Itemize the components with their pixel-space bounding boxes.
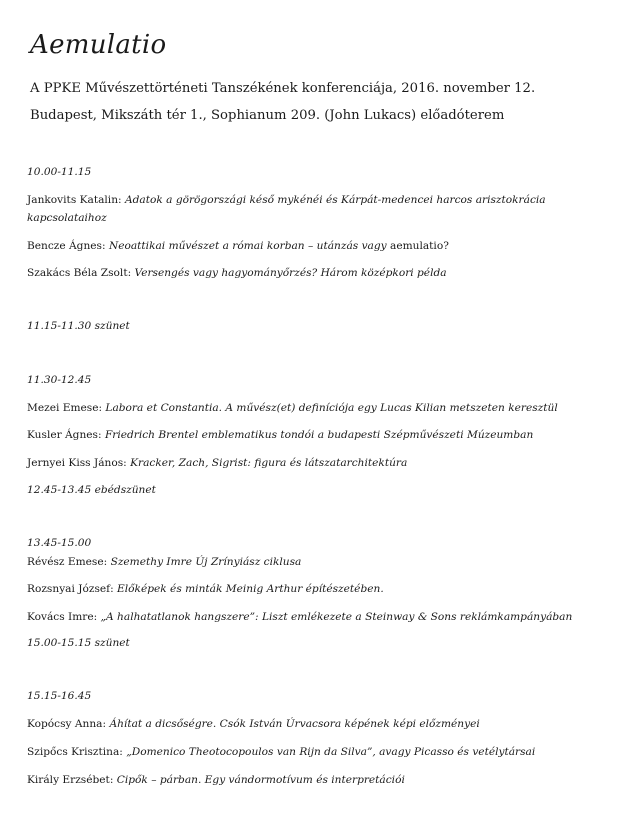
page-title: Aemulatio [30, 30, 167, 60]
talk-item [27, 771, 602, 789]
talk-item [27, 580, 602, 598]
conference-subtitle: A PPKE Művészettörténeti Tanszékének konferenciája, 2016. november 12. [30, 81, 536, 96]
talk-item [27, 715, 602, 733]
talk-speaker: Szakács Béla Zsolt: [27, 267, 135, 279]
talk-topic: Szemethy Imre Új Zrínyiász ciklusa [110, 556, 302, 568]
talk-topic: Labora et Constantia. A művész(et) definíciója egy Lucas Kilian metszeten keresztül [105, 402, 558, 414]
talk-topic: „A halhatatlanok hangszere”: Liszt emlékezete a Steinway & Sons reklámkampányában [100, 611, 573, 623]
talk-speaker: Kopócsy Anna: [27, 718, 110, 730]
talk-topic: Neoattikai művészet a római korban – utánzás vagy [108, 240, 391, 252]
venue-subtitle: Budapest, Mikszáth tér 1., Sophianum 209. (John Lukacs) előadóterem [30, 108, 505, 123]
talk-item [27, 264, 602, 282]
talk-item [27, 191, 602, 227]
break-item: 12.45-13.45 ebédszünet [27, 484, 156, 496]
talk-speaker: Szipőcs Krisztina: [27, 746, 127, 758]
talk-item [27, 399, 602, 417]
talk-speaker: Kusler Ágnes: [27, 429, 105, 441]
talk-item [27, 237, 602, 255]
talk-topic: Kracker, Zach, Sigrist: figura és látszatarchitektúra [130, 457, 408, 469]
session-time: 15.15-16.45 [27, 690, 92, 702]
talk-item [27, 454, 602, 472]
talk-topic: Cipők – párban. Egy vándormotívum és interpretációi [116, 774, 405, 786]
session-time: 11.30-12.45 [27, 374, 92, 386]
talk-speaker: Király Erzsébet: [27, 774, 117, 786]
talk-speaker: Kovács Imre: [27, 611, 101, 623]
talk-topic-tail: aemulatio? [390, 240, 449, 252]
talk-topic: Versengés vagy hagyományőrzés? Három középkori példa [134, 267, 447, 279]
session-time: 13.45-15.00 [27, 537, 92, 549]
talk-speaker: Bencze Ágnes: [27, 240, 109, 252]
talk-speaker: Rozsnyai József: [27, 583, 118, 595]
talk-speaker: Mezei Emese: [27, 402, 106, 414]
talk-topic: Előképek és minták Meinig Arthur építészetében. [117, 583, 384, 595]
talk-topic: Áhítat a dicsőségre. Csók István Úrvacsora képének képi előzményei [109, 718, 480, 730]
talk-topic: Friedrich Brentel emblematikus tondói a budapesti Szépművészeti Múzeumban [104, 429, 534, 441]
talk-item [27, 743, 602, 761]
talk-speaker: Révész Emese: [27, 556, 111, 568]
talk-topic: „Domenico Theotocopoulos van Rijn da Silva”, avagy Picasso és vetélytársai [126, 746, 536, 758]
talk-topic: Adatok a görögországi késő mykénéi és Kárpát-medencei harcos arisztokrácia kapcsolataihoz [27, 194, 546, 224]
break-item: 11.15-11.30 szünet [27, 320, 130, 332]
talk-item [27, 426, 602, 444]
break-item: 15.00-15.15 szünet [27, 637, 130, 649]
talk-item [27, 553, 602, 571]
talk-speaker: Jankovits Katalin: [27, 194, 125, 206]
talk-item [27, 608, 602, 626]
talk-speaker: Jernyei Kiss János: [27, 457, 131, 469]
session-time: 10.00-11.15 [27, 166, 92, 178]
